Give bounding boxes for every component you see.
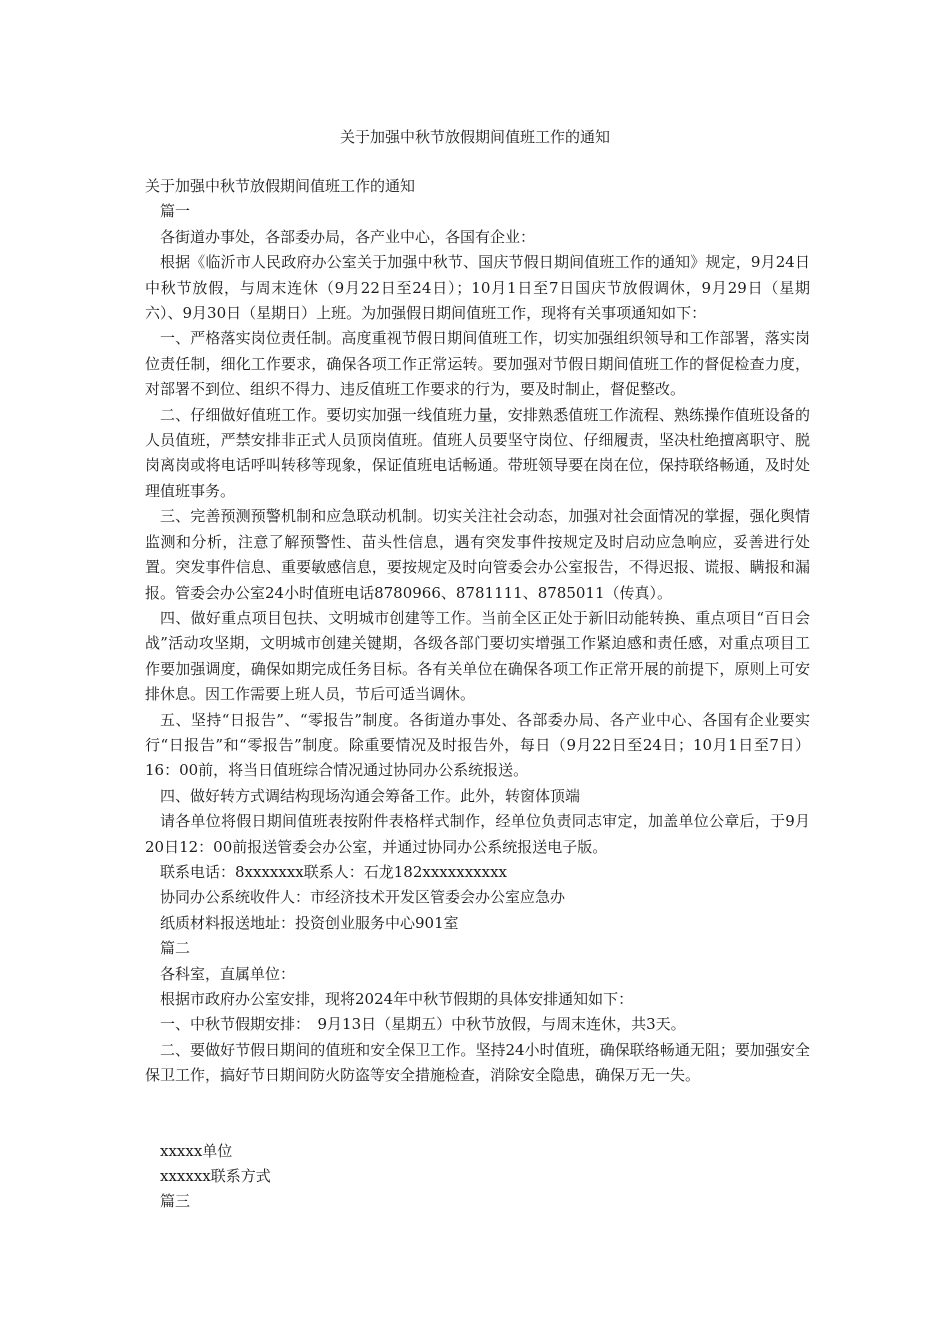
paragraph: 一、严格落实岗位责任制。高度重视节假日期间值班工作，切实加强组织领导和工作部署，落实岗位责任制，细化工作要求，确保各项工作正常运转。要加强对节假日期间值班工作的督促检查力度，对部署不到位、组织不得力、违反值班工作要求的行为，要及时制止，督促整改。 [145,329,810,399]
paragraph: 四、做好重点项目包扶、文明城市创建等工作。当前全区正处于新旧动能转换、重点项目“百日会战”活动攻坚期，文明城市创建关键期，各级各部门要切实增强工作紧迫感和责任感，对重点项目工作要加强调度，确保如期完成任务目标。各有关单位在确保各项工作正常开展的前提下，原则上可安排休息。因工作需要上班人员，节后可适当调休。 [145,608,810,704]
paragraph: 请各单位将假日期间值班表按附件表格样式制作，经单位负责同志审定，加盖单位公章后，于9月20日12：00前报送管委会办公室，并通过协同办公系统报送电子版。 [145,812,810,856]
paragraph: 二、仔细做好值班工作。要切实加强一线值班力量，安排熟悉值班工作流程、熟练操作值班设备的人员值班，严禁安排非正式人员顶岗值班。值班人员要坚守岗位、仔细履责，坚决杜绝擅离职守、脱岗离岗或将电话呼叫转移等现象，保证值班电话畅通。带班领导要在岗在位，保持联络畅通，及时处理值班事务。 [145,405,810,500]
spacer [145,1089,810,1139]
paragraph: 联系电话：8xxxxxxx联系人：石龙182xxxxxxxxxx [160,862,507,881]
paragraph: 协同办公系统收件人：市经济技术开发区管委会办公室应急办 [160,888,566,907]
paragraph: 篇一 [160,202,191,221]
paragraph: 三、完善预测预警机制和应急联动机制。切实关注社会动态，加强对社会面情况的掌握，强化舆情监测和分析，注意了解预警性、苗头性信息，遇有突发事件按规定及时启动应急响应，妥善进行处置。突发事件信息、重要敏感信息，要按规定及时向管委会办公室报告，不得迟报、谎报、瞒报和漏报。管委会办公室24小时值班电话8780966、8781111、8785011（传真）。 [145,507,810,602]
paragraph: 一、中秋节假期安排： 9月13日（星期五）中秋节放假，与周末连休，共3天。 [160,1015,686,1034]
paragraph: 根据市政府办公室安排，现将2024年中秋节假期的具体安排通知如下： [160,990,634,1008]
paragraph: 各街道办事处，各部委办局，各产业中心，各国有企业： [160,227,536,246]
paragraph: 四、做好转方式调结构现场沟通会筹备工作。此外，转窗体顶端 [160,786,581,805]
paragraph: xxxxxx联系方式 [160,1167,271,1186]
paragraph: 五、坚持“日报告”、“零报告”制度。各街道办事处、各部委办局、各产业中心、各国有企业要实行“日报告”和“零报告”制度。除重要情况及时报告外，每日（9月22日至24日；10月1日至7日）16：00前，将当日值班综合情况通过协同办公系统报送。 [145,710,810,780]
document-title: 关于加强中秋节放假期间值班工作的通知 [339,128,610,146]
paragraph: 根据《临沂市人民政府办公室关于加强中秋节、国庆节假日期间值班工作的通知》规定，9月24日中秋节放假，与周末连休（9月22日至24日）；10月1日至7日国庆节放假调休，9月29日（星期六）、9月30日（星期日）上班。为加强假日期间值班工作，现将有关事项通知如下： [145,253,810,323]
paragraph: 各科室，直属单位： [160,964,296,983]
paragraph: 篇三 [160,1192,191,1211]
paragraph: 关于加强中秋节放假期间值班工作的通知 [145,177,416,195]
paragraph: 纸质材料报送地址：投资创业服务中心901室 [160,913,459,932]
document-body [145,174,810,1215]
paragraph: 篇二 [160,939,191,958]
paragraph: 二、要做好节假日期间的值班和安全保卫工作。坚持24小时值班，确保联络畅通无阻；要加强安全保卫工作，搞好节日期间防火防盗等安全措施检查，消除安全隐患，确保万无一失。 [145,1040,810,1085]
paragraph: xxxxx单位 [160,1141,233,1160]
